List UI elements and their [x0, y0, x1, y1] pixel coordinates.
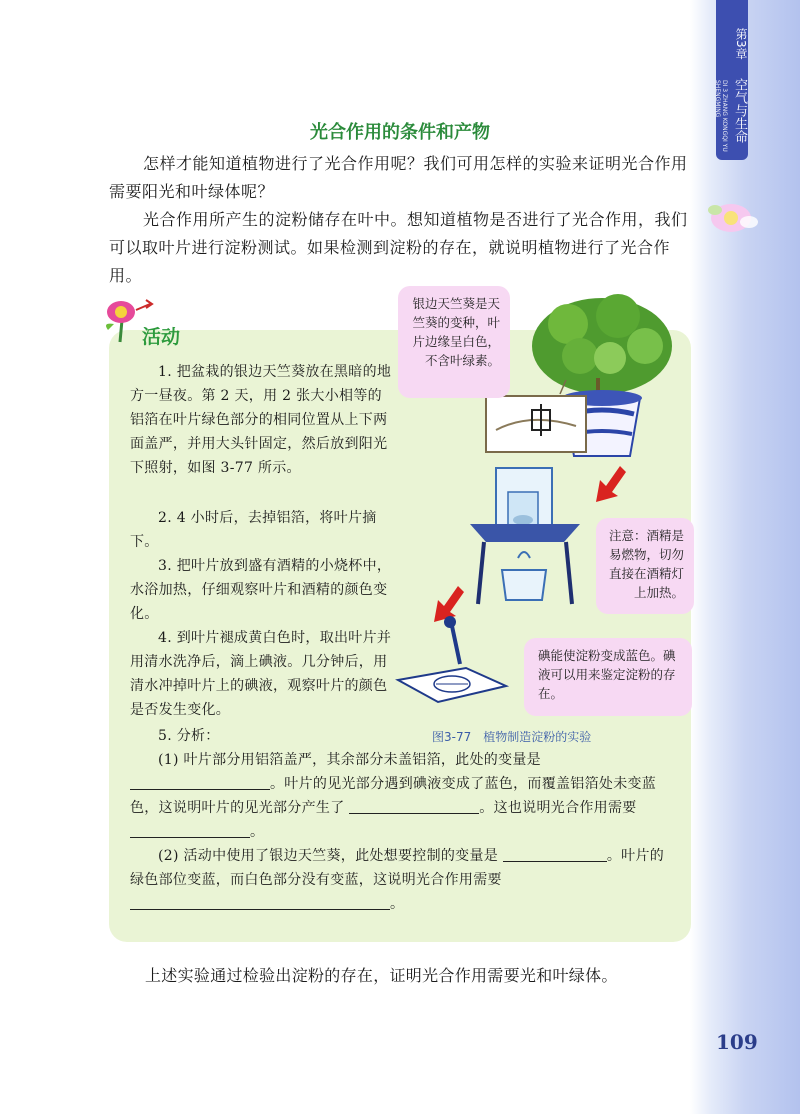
- answer-blank[interactable]: [130, 775, 270, 790]
- right-decorative-strip: [690, 0, 800, 1114]
- answer-blank[interactable]: [130, 823, 250, 838]
- caution-callout: 注意：酒精是易燃物，切勿直接在酒精灯上加热。: [596, 518, 694, 614]
- dropper-leaf-illustration: [394, 614, 514, 708]
- activity-step-3: 3. 把叶片放到盛有酒精的小烧杯中，水浴加热，仔细观察叶片和酒精的颜色变化。: [130, 558, 392, 622]
- answer-blank[interactable]: [349, 799, 479, 814]
- flower-decoration-icon: [705, 196, 761, 236]
- geranium-callout: 银边天竺葵是天竺葵的变种，叶片边缘呈白色，不含叶绿素。: [398, 286, 510, 398]
- water-bath-apparatus-illustration: [460, 462, 600, 612]
- conclusion-paragraph: 上述实验通过检验出淀粉的存在，证明光合作用需要光和叶绿体。: [145, 966, 618, 985]
- chapter-pinyin: DI 3 ZHANG KONGQI YU SHENGMING: [714, 80, 728, 152]
- activity-step-4: 4. 到叶片褪成黄白色时，取出叶片并用清水洗净后，滴上碘液。几分钟后，用清水冲掉叶片上的碘液，观察叶片的颜色是否发生变化。: [130, 630, 392, 718]
- activity-label: 活动: [142, 326, 181, 348]
- answer-blank[interactable]: [503, 847, 607, 862]
- intro-paragraph: 怎样才能知道植物进行了光合作用呢？我们可用怎样的实验来证明光合作用需要阳光和叶绿体呢？: [109, 154, 688, 201]
- starch-paragraph: 光合作用所产生的淀粉储存在叶中。想知道植物是否进行了光合作用，我们可以取叶片进行淀粉测试。如果检测到淀粉的存在，就说明植物进行了光合作用。: [109, 210, 688, 285]
- chapter-number: 第3章: [734, 28, 748, 60]
- chapter-title: 空气与生命: [732, 78, 747, 143]
- activity-step-5: 5. 分析：: [158, 728, 220, 744]
- answer-blank[interactable]: [130, 895, 390, 910]
- geranium-plant-illustration: [480, 286, 690, 476]
- analysis-question-2: (2) 活动中使用了银边天竺葵，此处想要控制的变量是 。叶片的绿色部位变蓝，而白色部分没有变蓝，这说明光合作用需要 。: [130, 848, 665, 912]
- iodine-callout: 碘能使淀粉变成蓝色。碘液可以用来鉴定淀粉的存在。: [524, 638, 692, 716]
- figure-caption: 图3-77 植物制造淀粉的实验: [432, 730, 592, 744]
- analysis-question-1: (1) 叶片部分用铝箔盖严，其余部分未盖铝箔，此处的变量是 。叶片的见光部分遇到碘液变成了蓝色，而覆盖铝箔处未变蓝色，这说明叶片的见光部分产生了 。这也说明光合作用需要 。: [130, 752, 657, 840]
- activity-step-1: 1. 把盆栽的银边天竺葵放在黑暗的地方一昼夜。第 2 天，用 2 张大小相等的铝箔在叶片绿色部分的相同位置从上下两面盖严，并用大头针固定，然后放到阳光下照射，如图 3-77 所示。: [130, 364, 392, 476]
- activity-step-2: 2. 4 小时后，去掉铝箔，将叶片摘下。: [130, 510, 377, 550]
- page-number: 109: [716, 1030, 758, 1054]
- section-title: 光合作用的条件和产物: [310, 122, 490, 143]
